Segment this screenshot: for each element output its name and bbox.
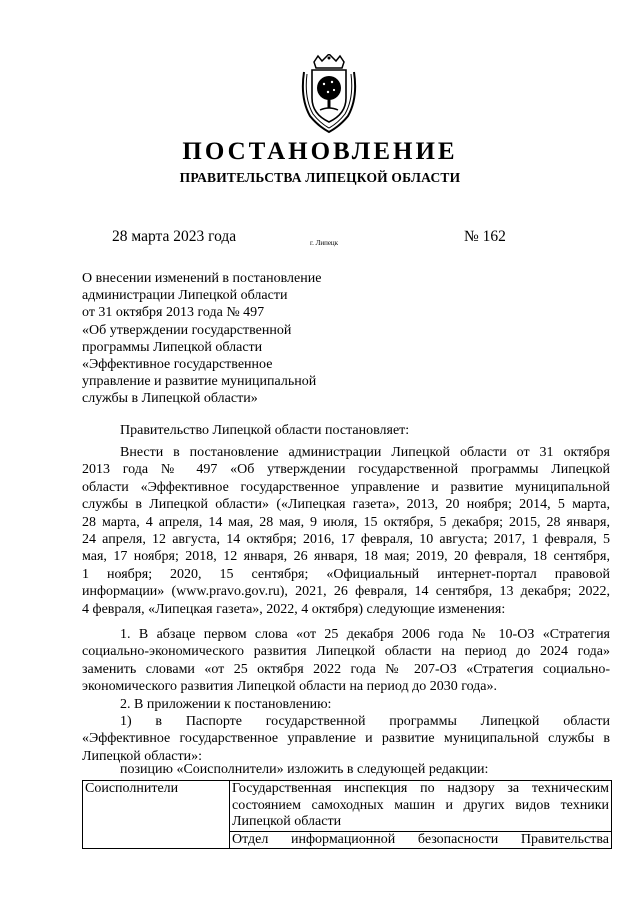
paragraph-line: Внести в постановление администрации Липецкой области от 31 октября: [120, 445, 610, 460]
paragraph-line: экономического развития Липецкой области на период до 2030 года».: [82, 679, 498, 695]
paragraph-line: заменить словами «от 25 октября 2022 года № 207-ОЗ «Стратегия социально-: [82, 661, 610, 677]
cell-line: Государственная инспекция по надзору за техническим: [232, 781, 609, 796]
document-heading: [82, 270, 321, 408]
cell-line: Липецкой области: [232, 814, 342, 830]
paragraph-line: Липецкой области»:: [82, 748, 202, 764]
heading-line: управление и развитие муниципальной: [82, 374, 317, 390]
document-city: г. Липецк: [310, 239, 339, 247]
paragraph-1: [82, 444, 610, 618]
paragraph-line: 24 апреля, 12 августа, 14 октября; 2016, 17 февраля, 10 августа; 2017, 1 февраля, 5: [82, 531, 610, 547]
paragraph-line: позицию «Соисполнители» изложить в следующей редакции:: [120, 762, 489, 777]
heading-line: программы Липецкой области: [82, 339, 263, 355]
table-label-cell: Соисполнители: [83, 781, 230, 849]
paragraph-line: «Эффективное государственное управление и развитие муниципальной службы в: [82, 731, 610, 747]
paragraph-2: [82, 626, 610, 696]
heading-line: администрации Липецкой области: [82, 288, 288, 304]
document-subtitle: ПРАВИТЕЛЬСТВА ЛИПЕЦКОЙ ОБЛАСТИ: [179, 170, 461, 185]
paragraph-line: службы в Липецкой области» («Липецкая газета», 2013, 20 ноября; 2014, 5 марта,: [82, 497, 610, 513]
paragraph-line: области «Эффективное государственное управление и развитие муниципальной: [82, 479, 610, 495]
document-number: № 162: [464, 228, 506, 245]
paragraph-line: 1) в Паспорте государственной программы Липецкой области: [120, 714, 610, 729]
co-executors-table: [82, 780, 612, 849]
document-date: 28 марта 2023 года: [112, 228, 237, 245]
paragraph-line: 2. В приложении к постановлению:: [120, 697, 332, 712]
table-cell: [230, 831, 612, 849]
paragraph-line: 4 февраля, «Липецкая газета», 2022, 4 октября) следующие изменения:: [82, 601, 506, 617]
paragraph-line: информации» (www.pravo.gov.ru), 2021, 26 февраля, 14 сентября, 13 декабря; 2022,: [82, 584, 610, 600]
table-cell: [230, 781, 612, 832]
cell-line: состоянием самоходных машин и других видов техники: [232, 797, 609, 813]
heading-line: службы в Липецкой области»: [82, 391, 258, 407]
paragraph-line: мая, 17 ноября; 2018, 12 января, 26 января, 18 мая; 2019, 20 февраля, 18 сентября,: [82, 549, 610, 565]
table-row: [83, 781, 612, 832]
document-title: ПОСТАНОВЛЕНИЕ: [182, 138, 458, 165]
paragraph-line: 1. В абзаце первом слова «от 25 декабря 2006 года № 10-ОЗ «Стратегия: [120, 627, 610, 642]
heading-line: О внесении изменений в постановление: [82, 271, 322, 286]
paragraph-4: [82, 713, 610, 765]
paragraph-line: 1 ноября; 2020, 15 сентября; «Официальный интернет-портал правовой: [82, 566, 610, 582]
heading-line: «Об утверждении государственной: [82, 322, 292, 338]
heading-line: от 31 октября 2013 года № 497: [82, 305, 265, 321]
paragraph-3: [82, 696, 610, 713]
coat-of-arms-emblem: [298, 54, 360, 134]
heading-line: «Эффективное государственное: [82, 357, 273, 373]
paragraph-line: социально-экономического развития Липецкой области на период до 2024 года»: [82, 644, 610, 660]
preamble-text: Правительство Липецкой области постановляет:: [120, 423, 410, 438]
paragraph-5: [82, 761, 610, 778]
paragraph-line: 2013 года № 497 «Об утверждении государственной программы Липецкой: [82, 462, 610, 478]
cell-line: Отдел информационной безопасности Правительства: [232, 831, 609, 847]
paragraph-line: 28 марта, 4 апреля, 14 мая, 28 мая, 9 июля, 15 октября, 5 декабря; 2015, 28 января,: [82, 514, 610, 530]
